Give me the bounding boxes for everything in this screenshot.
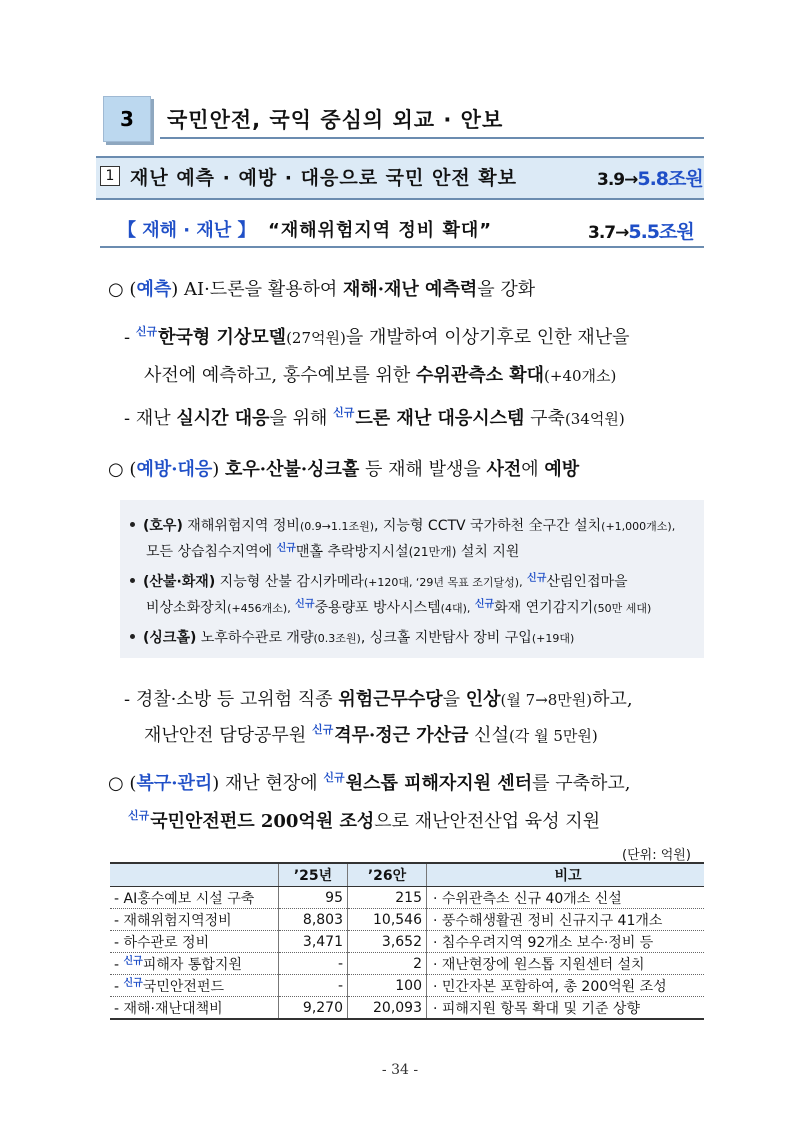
table-row: - $^{신규}$피해자 통합지원 - 2 · 재난현장에 원스톱 지원센터 설치 bbox=[110, 953, 704, 975]
table-header-row bbox=[110, 863, 704, 887]
dash-drone-system: - 재난 실시간 대응을 위해 $^{신규}$드론 재난 대응시스템 구축(34억원) bbox=[124, 406, 625, 429]
bullet-prevention: ○ (예방·대응) 호우·산불·싱크홀 등 재해 발생을 사전에 예방 bbox=[108, 459, 580, 480]
detail-fire-2: 비상소화장치(+456개소), $^{신규}$중용량포 방사시스템(4대), $^{신규}$화재 연기감지기(50만 세대) bbox=[146, 599, 652, 616]
table-header-cell bbox=[110, 863, 279, 887]
section-title: 국민안전, 국익 중심의 외교 · 안보 bbox=[167, 108, 504, 132]
detail-rain-2: 모든 상습침수지역에 $^{신규}$맨홀 추락방지시설(21만개) 설치 지원 bbox=[146, 543, 520, 560]
category-title: “재해위험지역 정비 확대” bbox=[268, 220, 493, 241]
budget-table bbox=[110, 862, 704, 1020]
detail-rain: (호우) 재해위험지역 정비(0.9→1.1조원), 지능형 CCTV 국가하천 全구간 설치(+1,000개소), bbox=[130, 512, 675, 541]
table-row: - AI홍수예보 시설 구축 95 215 · 수위관측소 신규 40개소 신설 bbox=[110, 887, 704, 909]
detail-fire: (산불·화재) 지능형 산불 감시카메라(+120대, ‘29년 목표 조기달성), $^{신규}$산림인접마을 bbox=[130, 568, 628, 598]
table-row: - 하수관로 정비 3,471 3,652 · 침수우려지역 92개소 보수·정비 등 bbox=[110, 931, 704, 953]
bullet-recovery: ○ (복구·관리) 재난 현장에 $^{신규}$원스톱 피해자지원 센터를 구축하고, $^{신규}$국민안전펀드 200억원 조성으로 재난안전산업 육성 지원 bbox=[108, 771, 631, 832]
subsection-amount: 3.9→5.8조원 bbox=[597, 168, 703, 190]
page-number: - 34 - bbox=[381, 1062, 419, 1078]
subsection-number: 1 bbox=[100, 166, 120, 186]
table-row: - 재해위험지역정비 8,803 10,546 · 풍수해생활권 정비 신규지구 41개소 bbox=[110, 909, 704, 931]
subsection-title: 재난 예측 · 예방 · 대응으로 국민 안전 확보 bbox=[130, 167, 518, 189]
detail-sinkhole: (싱크홀) 노후하수관로 개량(0.3조원), 싱크홀 지반탐사 장비 구입(+19대) bbox=[130, 624, 574, 653]
table-header-cell: ’26안 bbox=[348, 863, 427, 887]
section-number-badge: 3 bbox=[103, 96, 151, 142]
table-row: - $^{신규}$국민안전펀드 - 100 · 민간자본 포함하여, 총 200억원 조성 bbox=[110, 975, 704, 997]
category-amount: 3.7→5.5조원 bbox=[588, 221, 694, 243]
section-underline bbox=[160, 137, 704, 139]
dash-hazard-pay: - 경찰·소방 등 고위험 직종 위험근무수당을 인상(월 7→8만원)하고, 재난안전 담당공무원 $^{신규}$격무·정근 가산금 신설(각 월 5만원) bbox=[124, 689, 633, 746]
bullet-prediction: ○ (예측) AI·드론을 활용하여 재해·재난 예측력을 강화 bbox=[108, 279, 536, 300]
category-label: 【 재해 · 재난 】 bbox=[118, 220, 256, 241]
table-row: - 재해·재난대책비 9,270 20,093 · 피해지원 항목 확대 및 기준 상향 bbox=[110, 997, 704, 1020]
dash-weather-model: - $^{신규}$한국형 기상모델(27억원)을 개발하여 이상기후로 인한 재난을 사전에 예측하고, 홍수예보를 위한 수위관측소 확대(+40개소) bbox=[124, 325, 630, 386]
table-unit: (단위: 억원) bbox=[622, 848, 691, 863]
category-underline bbox=[100, 246, 704, 248]
table-header-cell: 비고 bbox=[427, 863, 705, 887]
table-header-cell: ’25년 bbox=[279, 863, 348, 887]
